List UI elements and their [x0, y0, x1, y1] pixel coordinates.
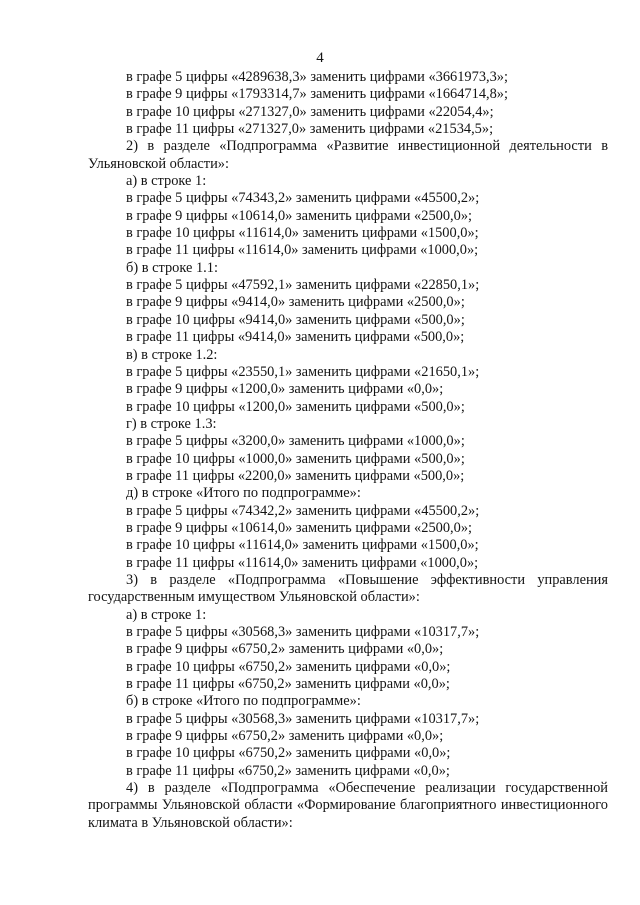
page-number: 4: [316, 50, 324, 66]
amendment-group-3: [88, 607, 608, 780]
row-heading: а) в строке 1:: [126, 606, 207, 623]
amendment-line: в графе 10 цифры «6750,2» заменить цифрами «0,0»;: [126, 745, 451, 762]
amendment-line: в графе 11 цифры «6750,2» заменить цифрами «0,0»;: [126, 676, 450, 693]
amendment-line: в графе 10 цифры «1000,0» заменить цифрами «500,0»;: [126, 450, 465, 467]
amendment-line: в графе 10 цифры «271327,0» заменить цифрами «22054,4»;: [126, 103, 494, 120]
amendment-line: в графе 11 цифры «11614,0» заменить цифрами «1000,0»;: [126, 242, 479, 259]
amendment-line: в графе 9 цифры «9414,0» заменить цифрами «2500,0»;: [126, 294, 465, 311]
amendment-line: в графе 10 цифры «9414,0» заменить цифрами «500,0»;: [126, 311, 465, 328]
row-heading: г) в строке 1.3:: [126, 415, 217, 432]
section-paragraph-3: 3) в разделе «Подпрограмма «Повышение эффективности управления государственным имуществом Ульяновской области»:: [88, 571, 608, 606]
amendment-line: в графе 5 цифры «74342,2» заменить цифрами «45500,2»;: [126, 502, 480, 519]
row-heading: б) в строке «Итого по подпрограмме»:: [126, 693, 361, 710]
amendment-group-2: [88, 173, 608, 572]
amendment-line: в графе 10 цифры «1200,0» заменить цифрами «500,0»;: [126, 398, 465, 415]
section-paragraph-2: 2) в разделе «Подпрограмма «Развитие инвестиционной деятельности в Ульяновской области»:: [88, 138, 608, 172]
amendment-line: в графе 9 цифры «6750,2» заменить цифрами «0,0»;: [126, 641, 444, 658]
amendment-line: в графе 9 цифры «1200,0» заменить цифрами «0,0»;: [126, 381, 444, 398]
amendment-line: в графе 11 цифры «2200,0» заменить цифрами «500,0»;: [126, 467, 465, 484]
amendment-line: в графе 10 цифры «6750,2» заменить цифрами «0,0»;: [126, 658, 451, 675]
amendment-line: в графе 9 цифры «1793314,7» заменить цифрами «1664714,8»;: [126, 86, 508, 103]
amendment-line: в графе 5 цифры «30568,3» заменить цифрами «10317,7»;: [126, 710, 480, 727]
amendment-line: в графе 5 цифры «30568,3» заменить цифрами «10317,7»;: [126, 624, 480, 640]
amendment-line: в графе 9 цифры «10614,0» заменить цифрами «2500,0»;: [126, 519, 473, 536]
amendment-line: в графе 5 цифры «23550,1» заменить цифрами «21650,1»;: [126, 363, 480, 380]
row-heading: а) в строке 1:: [126, 173, 207, 190]
document-body: [88, 69, 608, 832]
amendment-line: в графе 5 цифры «47592,1» заменить цифрами «22850,1»;: [126, 277, 480, 294]
row-heading: в) в строке 1.2:: [126, 346, 218, 363]
amendment-line: в графе 11 цифры «6750,2» заменить цифрами «0,0»;: [126, 762, 450, 779]
amendment-line: в графе 9 цифры «6750,2» заменить цифрами «0,0»;: [126, 728, 444, 745]
amendment-line: в графе 9 цифры «10614,0» заменить цифрами «2500,0»;: [126, 207, 473, 224]
amendment-line: в графе 11 цифры «9414,0» заменить цифрами «500,0»;: [126, 329, 465, 346]
amendment-line: в графе 11 цифры «271327,0» заменить цифрами «21534,5»;: [126, 121, 494, 138]
amendment-line: в графе 10 цифры «11614,0» заменить цифрами «1500,0»;: [126, 537, 479, 554]
amendment-line: в графе 5 цифры «74343,2» заменить цифрами «45500,2»;: [126, 190, 480, 207]
amendment-line: в графе 10 цифры «11614,0» заменить цифрами «1500,0»;: [126, 225, 479, 242]
row-heading: д) в строке «Итого по подпрограмме»:: [126, 485, 361, 502]
amendment-line: в графе 5 цифры «4289638,3» заменить цифрами «3661973,3»;: [126, 69, 508, 85]
row-heading: б) в строке 1.1:: [126, 259, 218, 276]
amendment-line: в графе 11 цифры «11614,0» заменить цифрами «1000,0»;: [126, 554, 479, 571]
amendment-group-1: [88, 69, 608, 138]
section-paragraph-4: 4) в разделе «Подпрограмма «Обеспечение реализации государственной программы Ульяновской области «Формирование благоприятного инвестиционного климата в Ульяновской области»:: [88, 780, 608, 831]
amendment-line: в графе 5 цифры «3200,0» заменить цифрами «1000,0»;: [126, 433, 465, 450]
